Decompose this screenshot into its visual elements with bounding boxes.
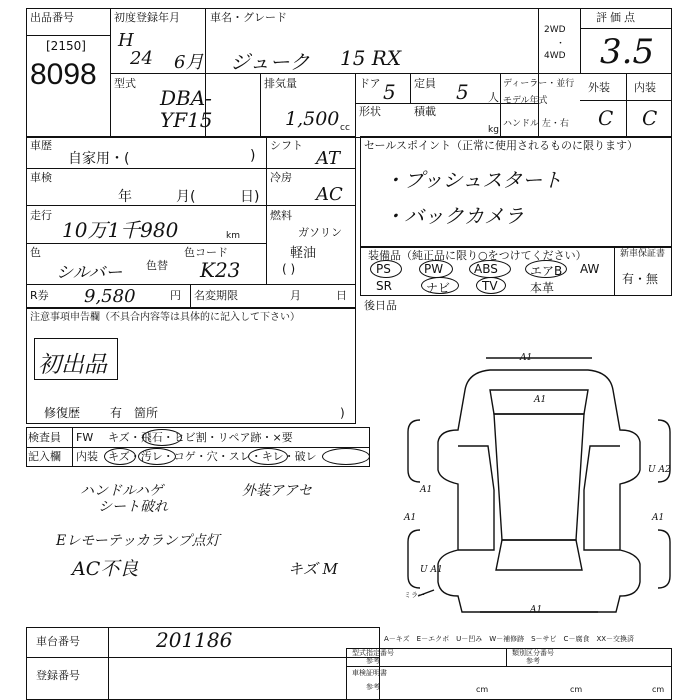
damage-legend: A－キズ E－エクボ U－凹み W－補修跡 S－サビ C－腐食 XX－交換済	[384, 635, 635, 643]
mark-right-rear: A1	[652, 513, 665, 523]
name-change-month: 月	[290, 289, 301, 302]
mark-right-front: U A2	[648, 465, 671, 475]
circle-navi	[421, 277, 459, 294]
mark-rear-left: U A1	[420, 565, 443, 575]
interior-damage-line: キズ・汚レ・コゲ・穴・スレ・キレ・破レ	[108, 450, 317, 463]
car-body-outline	[438, 370, 640, 612]
mark-left-rear: A1	[404, 513, 417, 523]
mark-left-front: A1	[420, 485, 433, 495]
cm-2: cm	[570, 685, 583, 694]
equip-sr: SR	[376, 279, 392, 293]
equip-aw: AW	[580, 262, 600, 276]
capacity-unit: 人	[488, 91, 499, 104]
month: 6月	[174, 52, 204, 73]
inspection-year: 年	[118, 189, 132, 205]
repair-area: 箇所	[134, 406, 159, 420]
inspection-day: 日)	[240, 189, 260, 205]
note-exterior: 外装アアセ	[242, 483, 312, 499]
handle-label: ハンドル 左・右	[503, 119, 569, 129]
car-roof	[494, 414, 584, 540]
circle-rub	[248, 448, 288, 465]
repair-value: 有	[110, 406, 123, 420]
doors-label: ドア	[359, 77, 381, 90]
lot-label: 出品番号	[30, 11, 74, 24]
equipment-label: 装備品（純正品に限り○をつけてください）	[368, 249, 587, 262]
recycle-label: R券	[30, 289, 49, 302]
score: 3.5	[600, 32, 655, 72]
inspection-month: 月(	[176, 189, 196, 205]
reg-label: 登録番号	[36, 669, 80, 682]
type-designation-ref: 参考	[366, 657, 380, 665]
interior-tag: 内装	[76, 450, 98, 463]
lot-number: 8098	[30, 58, 97, 91]
load-label: 積載	[414, 105, 436, 118]
equip-leather: 本革	[530, 281, 555, 295]
mileage-unit: km	[226, 231, 240, 241]
model-year-label: モデル年式	[503, 96, 548, 106]
capacity-label: 定員	[414, 77, 436, 90]
exterior-label: 外装	[588, 81, 610, 94]
type-designation-label: 型式指定番号	[352, 649, 394, 657]
wheel-rr	[658, 530, 670, 588]
score-label: 評価点	[596, 11, 638, 24]
fuel-value-1: ガソリン	[298, 226, 342, 239]
displacement-label: 排気量	[264, 77, 297, 90]
era: H	[118, 30, 134, 51]
notes-label: 注意事項申告欄（不具合内容等は具体的に記入して下さい）	[30, 312, 300, 323]
color-value: シルバー	[56, 263, 123, 283]
color-code: K23	[200, 258, 241, 282]
sales-points-label: セールスポイント（正常に使用されるものに限ります）	[364, 139, 639, 152]
history-value: 自家用・(	[68, 151, 130, 167]
footer-right-frame	[346, 648, 672, 700]
history-close: )	[250, 148, 256, 164]
model-label: 車名・グレード	[210, 11, 287, 24]
circle-airbag	[525, 260, 567, 278]
mileage-value: 10万1千980	[62, 218, 179, 242]
rear-window	[496, 540, 582, 570]
first-listing: 初出品	[38, 352, 107, 378]
circle-dirt	[138, 448, 176, 465]
load-unit: kg	[488, 125, 499, 135]
repair-close: )	[340, 406, 345, 420]
doors: 5	[383, 80, 396, 104]
recycle-value: 9,580	[84, 286, 136, 307]
sales-point-1: ・プッシュスタート	[384, 168, 563, 192]
fw-tag: FW	[76, 431, 94, 444]
color-code-label: 色コード	[184, 246, 228, 259]
drive-dot: ・	[556, 39, 566, 49]
note-ac: AC不良	[72, 558, 139, 580]
cm-1: cm	[476, 685, 489, 694]
displacement-unit: cc	[340, 123, 350, 133]
mark-front: A1	[520, 353, 533, 363]
note-scratch: キズ M	[288, 560, 338, 578]
equip-navi: ナビ	[426, 281, 451, 295]
wheel-rl	[408, 530, 420, 588]
chassis-label: 車台番号	[36, 635, 80, 648]
capacity: 5	[456, 80, 469, 104]
shape-label: 形状	[359, 105, 381, 118]
equip-ps: PS	[376, 262, 391, 276]
displacement: 1,500	[285, 108, 340, 130]
circle-tear	[322, 448, 370, 465]
sales-point-2: ・バックカメラ	[384, 204, 524, 228]
right-doors	[584, 446, 620, 550]
note-lamp: Eレモーテッカランプ点灯	[56, 533, 220, 549]
equip-abs: ABS	[474, 262, 498, 276]
grade: 15 RX	[340, 46, 402, 70]
shift-value: AT	[316, 148, 341, 169]
name-change-label: 名変期限	[194, 289, 238, 302]
type-line1: DBA-	[160, 86, 212, 110]
circle-scratch	[104, 448, 136, 465]
equip-tv: TV	[482, 279, 498, 293]
model-name: ジューク	[230, 50, 310, 74]
lot-code: [2150]	[46, 39, 86, 53]
mark-rear: A1	[530, 605, 543, 615]
car-damage-diagram	[398, 350, 680, 620]
shift-label: シフト	[270, 139, 303, 152]
type-line2: YF15	[160, 108, 213, 132]
dealer-label: ディーラー・並行	[503, 79, 575, 89]
inspector-label-2: 記入欄	[28, 450, 61, 463]
drive-2wd: 2WD	[544, 25, 566, 35]
chassis-value: 201186	[156, 628, 233, 652]
type-label: 型式	[114, 77, 136, 90]
wheel-fl	[408, 420, 420, 482]
equip-airbag: エアB	[530, 264, 563, 278]
inspection-label: 車検	[30, 171, 52, 184]
exterior-grade: C	[598, 106, 614, 130]
color-change-label: 色替	[146, 259, 168, 272]
left-doors	[458, 446, 494, 550]
mirror-label: ミラー	[404, 591, 425, 599]
cert-label: 車検証明書	[352, 669, 387, 677]
cm-3: cm	[652, 685, 665, 694]
inspector-label-1: 検査員	[28, 431, 61, 444]
cert-ref: 参考	[366, 683, 380, 691]
fuel-label: 燃料	[270, 209, 292, 222]
aircon-label: 冷房	[270, 171, 292, 184]
mark-hood: A1	[534, 395, 547, 405]
warranty-value: 有・無	[622, 272, 659, 286]
year: 24	[130, 48, 153, 69]
history-label: 車歴	[30, 139, 52, 152]
warranty-label: 新車保証書	[620, 249, 666, 259]
circle-ps	[370, 260, 402, 278]
aircon-value: AC	[316, 184, 343, 205]
note-handle: ハンドルハゲ	[80, 483, 164, 499]
category-ref: 参考	[526, 657, 540, 665]
exterior-damage-line: キズ・飛石・ヒビ割・リペア跡・×要	[108, 431, 293, 444]
repair-label: 修復歴	[44, 406, 81, 420]
recycle-unit: 円	[170, 289, 181, 302]
circle-abs	[469, 260, 511, 278]
circle-pw	[419, 260, 453, 278]
first-reg-label: 初度登録年月	[114, 11, 180, 24]
mileage-label: 走行	[30, 209, 52, 222]
note-seat: シート破れ	[98, 499, 168, 515]
fuel-value-2: 軽油	[290, 246, 317, 261]
circle-tv	[476, 277, 506, 294]
color-label: 色	[30, 246, 41, 259]
equip-pw: PW	[424, 262, 444, 276]
drive-4wd: 4WD	[544, 51, 566, 61]
circle-flying-stone	[142, 429, 182, 446]
name-change-day: 日	[336, 289, 347, 302]
later-docs-label: 後日品	[364, 299, 397, 312]
interior-label: 内装	[634, 81, 656, 94]
category-label: 類別区分番号	[512, 649, 554, 657]
fuel-paren: ( )	[282, 262, 296, 276]
interior-grade: C	[642, 106, 658, 130]
